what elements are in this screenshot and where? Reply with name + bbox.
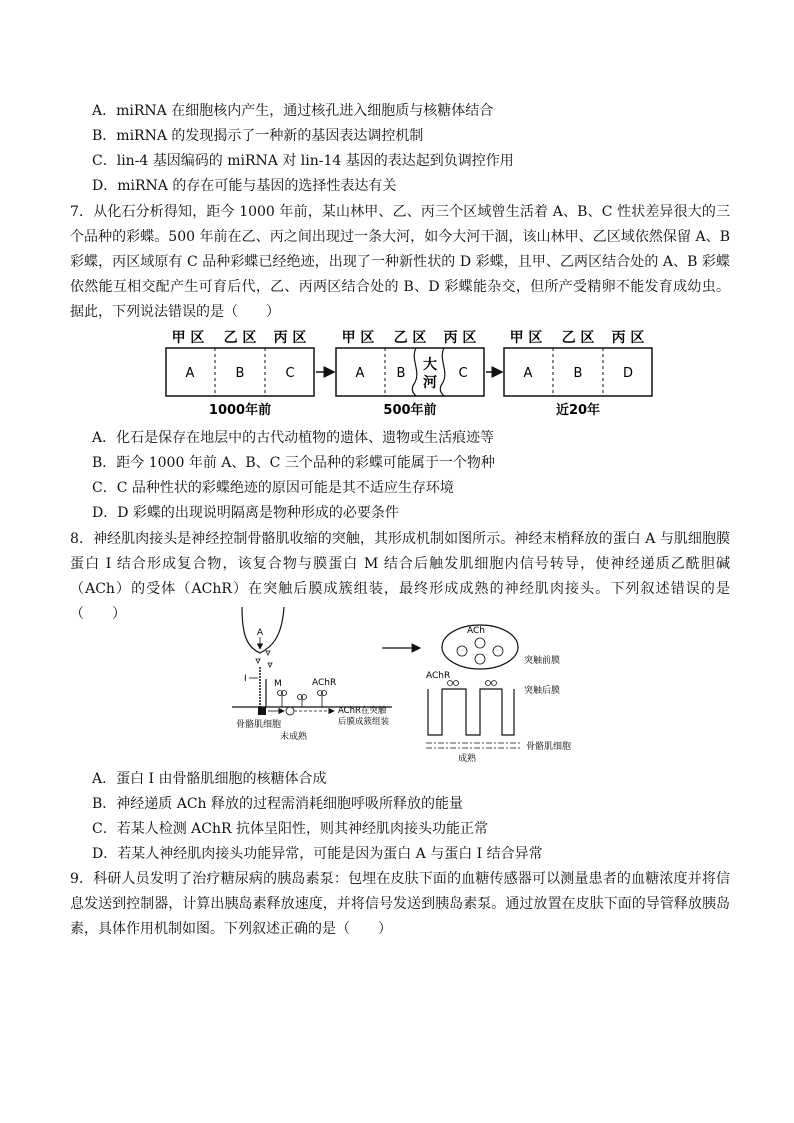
q7-figure bbox=[164, 327, 684, 419]
region-label: 甲 区 bbox=[171, 330, 205, 346]
cell-label: A bbox=[355, 366, 365, 381]
q8-option-a: A．蛋白 I 由骨骼肌细胞的核糖体合成 bbox=[92, 771, 327, 787]
q8-option-d: D．若某人神经肌肉接头功能异常，可能是因为蛋白 A 与蛋白 I 结合异常 bbox=[92, 846, 543, 862]
q8-stem: 8．神经肌肉接头是神经控制骨骼肌收缩的突触，其形成机制如图所示。神经末梢释放的蛋白 A 与肌细胞膜蛋白 I 结合形成复合物，该复合物与膜蛋白 M 结合后触发肌细胞内信号转导，使神经递质乙酰胆碱（ACh）的受体（AChR）在突触后膜成簇组装，最终形成成熟的神经肌肉接头。下列叙述错误的是（ ） bbox=[70, 531, 730, 622]
q6-option-a: A．miRNA 在细胞核内产生，通过核孔进入细胞质与核糖体结合 bbox=[92, 103, 494, 119]
cluster-label-1: AChR在突触 bbox=[338, 706, 387, 716]
q8-option-c: C．若某人检测 AChR 抗体呈阳性，则其神经肌肉接头功能正常 bbox=[92, 821, 488, 837]
q6-option-c: C．lin-4 基因编码的 miRNA 对 lin-14 基因的表达起到负调控作用 bbox=[92, 153, 514, 169]
label-a: A bbox=[256, 628, 264, 638]
region-label: 甲 区 bbox=[509, 330, 543, 346]
region-label: 乙 区 bbox=[561, 330, 595, 346]
q7-panel-500 bbox=[336, 330, 484, 418]
mature-label: 成熟 bbox=[458, 754, 477, 763]
label-ach: ACh bbox=[467, 626, 485, 636]
region-label: 丙 区 bbox=[273, 330, 307, 346]
cell-label: C bbox=[285, 366, 295, 381]
cell-label: B bbox=[573, 366, 583, 381]
immature-junction bbox=[232, 607, 392, 742]
panel-caption: 500年前 bbox=[383, 403, 437, 418]
postsynaptic-label: 突触后膜 bbox=[524, 686, 561, 696]
presynaptic-label: 突触前膜 bbox=[524, 656, 561, 666]
immature-label: 未成熟 bbox=[280, 732, 308, 742]
region-label: 丙 区 bbox=[611, 330, 645, 346]
label-m: M bbox=[274, 679, 282, 689]
river-label: 河 bbox=[423, 375, 437, 391]
cell-label: A bbox=[185, 366, 195, 381]
cluster-label-2: 后膜成簇组装 bbox=[338, 717, 390, 727]
region-label: 甲 区 bbox=[341, 330, 375, 346]
cell-label: A bbox=[523, 366, 533, 381]
q7-panel-1000 bbox=[166, 330, 314, 418]
q7-stem: 7．从化石分析得知，距今 1000 年前，某山林甲、乙、丙三个区域曾生活着 A、B、C 性状差异很大的三个品种的彩蝶。500 年前在乙、丙之间出现过一条大河，如今大河干涸，该山林甲、乙区域依然保留 A、B 彩蝶，丙区域原有 C 品种彩蝶已经绝迹，出现了一种新性状的 D 彩蝶，且甲、乙两区结合处的 A、B 彩蝶依然能互相交配产生可育后代，乙、丙两区结合处的 B、D 彩蝶能杂交，但所产受精卵不能发育成幼虫。据此，下列说法错误的是（ ） bbox=[70, 204, 730, 320]
cell-label: B bbox=[235, 366, 245, 381]
label-achr-left: AChR bbox=[312, 678, 337, 688]
region-label: 乙 区 bbox=[393, 330, 427, 346]
label-achr-right: AChR bbox=[426, 671, 451, 681]
q6-option-d: D．miRNA 的存在可能与基因的选择性表达有关 bbox=[92, 178, 397, 194]
muscle-cell-right: 骨骼肌细胞 bbox=[526, 742, 572, 752]
q7-option-a: A．化石是保存在地层中的古代动植物的遗体、遗物或生活痕迹等 bbox=[92, 430, 495, 446]
river-label: 大 bbox=[423, 357, 437, 373]
q8-option-b: B．神经递质 ACh 释放的过程需消耗细胞呼吸所释放的能量 bbox=[92, 796, 464, 812]
cell-label: B bbox=[396, 366, 406, 381]
q7-option-b: B．距今 1000 年前 A、B、C 三个品种的彩蝶可能属于一个物种 bbox=[92, 455, 495, 471]
q7-option-c: C．C 品种性状的彩蝶绝迹的原因可能是其不适应生存环境 bbox=[92, 480, 454, 496]
cell-label: C bbox=[458, 366, 468, 381]
q9-stem: 9．科研人员发明了治疗糖尿病的胰岛素泵：包埋在皮肤下面的血糖传感器可以测量患者的血糖浓度并将信息发送到控制器，计算出胰岛素释放速度，并将信号发送到胰岛素泵。通过放置在皮肤下面的导管释放胰岛素，具体作用机制如图。下列叙述正确的是（ ） bbox=[70, 871, 730, 937]
cell-label: D bbox=[622, 366, 634, 381]
panel-caption: 1000年前 bbox=[208, 403, 272, 418]
q8-figure bbox=[232, 603, 582, 763]
q7-panel-20 bbox=[504, 330, 652, 418]
q6-option-b: B．miRNA 的发现揭示了一种新的基因表达调控机制 bbox=[92, 128, 424, 144]
muscle-cell-left: 骨骼肌细胞 bbox=[236, 720, 282, 730]
mature-junction bbox=[426, 625, 571, 763]
q7-option-d: D．D 彩蝶的出现说明隔离是物种形成的必要条件 bbox=[92, 505, 399, 521]
label-i: I bbox=[244, 674, 247, 684]
region-label: 乙 区 bbox=[223, 330, 257, 346]
region-label: 丙 区 bbox=[443, 330, 477, 346]
panel-caption: 近20年 bbox=[555, 403, 601, 418]
